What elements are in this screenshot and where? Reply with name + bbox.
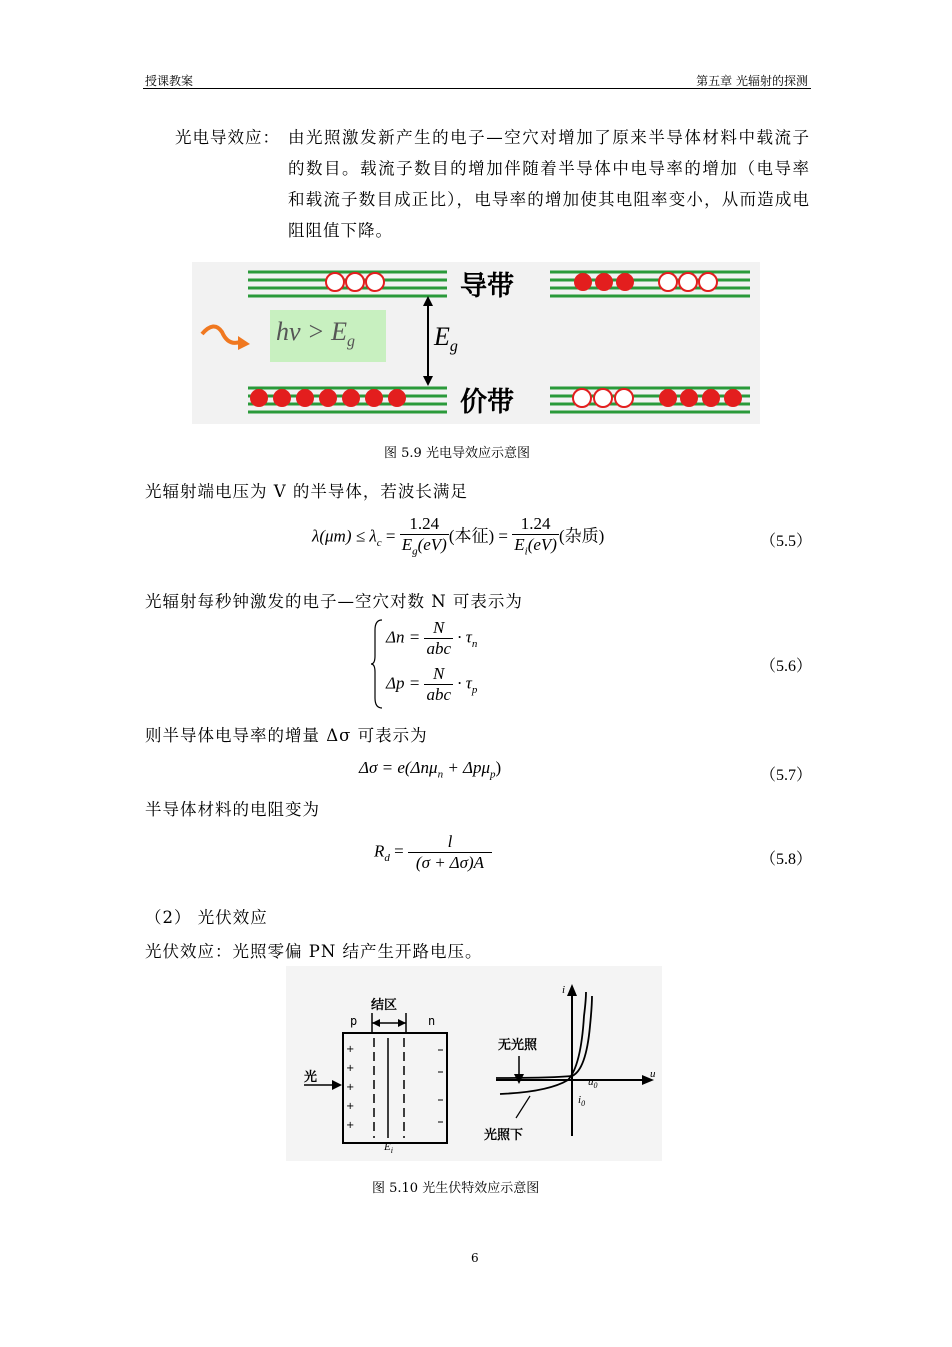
equation-5-8-number: （5.8） [760, 851, 813, 868]
equation-5-6-number: （5.6） [760, 658, 813, 675]
photovoltaic-text: 光伏效应：光照零偏 PN 结产生开路电压。 [145, 942, 483, 961]
svg-text:+: + [346, 1120, 355, 1131]
sigma-text: 则半导体电导率的增量 Δσ 可表示为 [145, 726, 428, 745]
pairs-text: 光辐射每秒钟激发的电子—空穴对数 N 可表示为 [145, 592, 523, 611]
delta-p-row: Δp = $\frac{N}{\text{abc}}$ · $\tau_p$ [386, 664, 478, 704]
axis-i-label: i [562, 984, 566, 996]
band-gap-label: $E_g$ [434, 322, 458, 356]
svg-text:+: + [346, 1063, 355, 1074]
header-rule [143, 88, 811, 89]
svg-text:+: + [346, 1082, 355, 1093]
condition-text: 光辐射端电压为 V 的半导体，若波长满足 [145, 482, 468, 501]
u0-label: $u_0$ [588, 1076, 598, 1091]
figure-5-10-caption: 图 5.10 光生伏特效应示意图 [372, 1181, 540, 1196]
para1-text: 由光照激发新产生的电子—空穴对增加了原来半导体材料中载流子的数目。载流子数目的增加伴随着半导体中电导率的增加（电导率和载流子数目成正比），电导率的增加使其电阻率变小，从而造成电阻阻值下降。 [288, 128, 810, 240]
page-number: 6 [471, 1251, 479, 1265]
svg-text:+: + [346, 1101, 355, 1112]
header-left: 授课教案 [145, 74, 194, 88]
equation-5-5: $\lambda(\mu m) \le \lambda_c$ = $\frac{1.24}{E_g(eV)}$ (本征) = $\frac{1.24}{E_i(eV)}$ (杂质) [312, 514, 605, 558]
header-right: 第五章 光辐射的探测 [696, 74, 808, 88]
conduction-band-label: 导带 [460, 271, 514, 302]
equation-5-5-number: （5.5） [760, 533, 813, 550]
section-2-heading: （2） 光伏效应 [145, 908, 268, 927]
p-label: p [350, 1014, 358, 1028]
figure-5-9-caption: 图 5.9 光电导效应示意图 [384, 446, 530, 461]
pn-junction-diagram [286, 966, 662, 1161]
resistance-text: 半导体材料的电阻变为 [145, 800, 320, 819]
axis-u-label: u [650, 1068, 656, 1080]
delta-n-row: Δn = $\frac{N}{\text{abc}}$ · $\tau_n$ [386, 618, 478, 658]
no-light-label: 无光照 [498, 1038, 538, 1053]
i0-label: $i_0$ [578, 1094, 586, 1109]
equation-5-6 [370, 618, 478, 714]
equation-5-8: $R_d$ = $\frac{l}{(\sigma + \Delta\sigma)A}$ [374, 832, 492, 873]
ei-label: $E_i$ [384, 1141, 393, 1156]
junction-label: 结区 [371, 998, 398, 1013]
equation-5-7-number: （5.7） [760, 767, 813, 784]
valence-band-label: 价带 [460, 387, 514, 418]
with-light-label: 光照下 [484, 1128, 524, 1143]
svg-text:+: + [346, 1044, 355, 1055]
photovoltaic-figure [286, 966, 662, 1161]
brace [370, 618, 384, 710]
para1-lead: 光电导效应： [175, 128, 280, 147]
photoconductive-figure [192, 262, 760, 424]
photon-energy-label: hv > $E_g$ [276, 317, 355, 351]
n-label: n [428, 1014, 436, 1028]
equation-5-7: Δσ = e(Δnμ$_n$ + Δpμ$_p$) [359, 758, 502, 781]
light-label: 光 [304, 1070, 318, 1085]
